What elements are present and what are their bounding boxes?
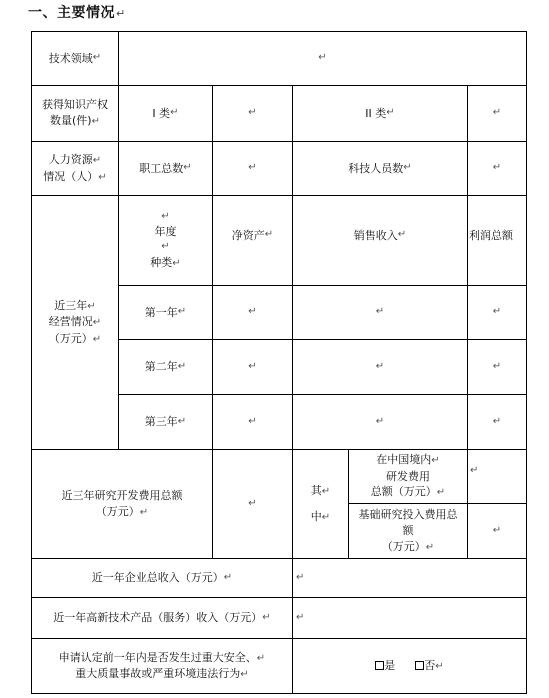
hitech-income-label: 近一年高新技术产品（服务）收入（万元） ↵ — [31, 597, 293, 639]
ops-year2-sales[interactable]: ↵ — [292, 339, 468, 395]
ip-class2-value[interactable]: ↵ — [467, 85, 527, 142]
ops-sales-header: 销售收入 ↵ — [292, 195, 468, 286]
ops-year1-profit[interactable]: ↵ — [467, 285, 527, 340]
ops-year3-label: 第三年 ↵ — [118, 394, 213, 450]
ops-year1-net-assets[interactable]: ↵ — [212, 285, 293, 340]
ops-year2-profit[interactable]: ↵ — [467, 339, 527, 395]
ops-year2-net-assets[interactable]: ↵ — [212, 339, 293, 395]
ip-class2-label: II 类 ↵ — [292, 85, 468, 142]
hr-total-label: 职工总数 ↵ — [118, 141, 213, 196]
ops-label: 近三年↵ 经营情况↵ （万元）↵ — [31, 195, 119, 450]
rd-breakdown-label: 其↵ 中↵ — [292, 449, 349, 559]
rd-basic-value[interactable]: ↵ — [467, 503, 527, 559]
ops-year1-label: 第一年 ↵ — [118, 285, 213, 340]
section-heading: 一、主要情况↵ — [28, 5, 126, 21]
hitech-income-value[interactable]: ↵ — [292, 597, 527, 639]
rd-total-label: 近三年研究开发费用总额 （万元）↵ — [31, 449, 213, 559]
rd-total-value[interactable]: ↵ — [212, 449, 293, 559]
ip-class1-value[interactable]: ↵ — [212, 85, 293, 142]
hr-sci-label: 科技人员数 ↵ — [292, 141, 468, 196]
income-value[interactable]: ↵ — [292, 558, 527, 598]
ops-year3-net-assets[interactable]: ↵ — [212, 394, 293, 450]
ops-corner-header: ↵ 年度 ↵ 种类↵ — [118, 195, 213, 286]
ops-year1-sales[interactable]: ↵ — [292, 285, 468, 340]
tech-field-value[interactable]: ↵ — [118, 31, 527, 86]
ops-year3-profit[interactable]: ↵ — [467, 394, 527, 450]
safety-question-label: 申请认定前一年内是否发生过重大安全、↵ 重大质量事故或严重环境违法行为↵ — [31, 638, 293, 694]
income-label: 近一年企业总收入（万元） ↵ — [31, 558, 293, 598]
hr-sci-value[interactable]: ↵ — [467, 141, 527, 196]
rd-domestic-label: 在中国境内↵ 研发费用 总额（万元）↵ — [348, 449, 468, 504]
safety-yes-option[interactable]: 是 — [375, 658, 395, 674]
hr-label: 人力资源↵ 情况（人）↵ — [31, 141, 119, 196]
rd-basic-label: 基础研究投入费用总 额 （万元）↵ — [348, 503, 468, 559]
ops-profit-header: 利润总额 — [467, 195, 527, 286]
safety-no-option[interactable]: 否↵ — [415, 658, 443, 675]
hr-total-value[interactable]: ↵ — [212, 141, 293, 196]
ops-net-assets-header: 净资产 ↵ — [212, 195, 293, 286]
tech-field-label: 技术领域 ↵ — [31, 31, 119, 86]
ops-year3-sales[interactable]: ↵ — [292, 394, 468, 450]
safety-answer — [292, 638, 527, 694]
ip-class1-label: I 类 ↵ — [118, 85, 213, 142]
no-checkbox[interactable] — [415, 661, 424, 670]
rd-domestic-value[interactable]: ↵ — [467, 449, 527, 504]
ops-year2-label: 第二年 ↵ — [118, 339, 213, 395]
yes-checkbox[interactable] — [375, 661, 384, 670]
ip-label: 获得知识产权 数量(件)↵ — [31, 85, 119, 142]
